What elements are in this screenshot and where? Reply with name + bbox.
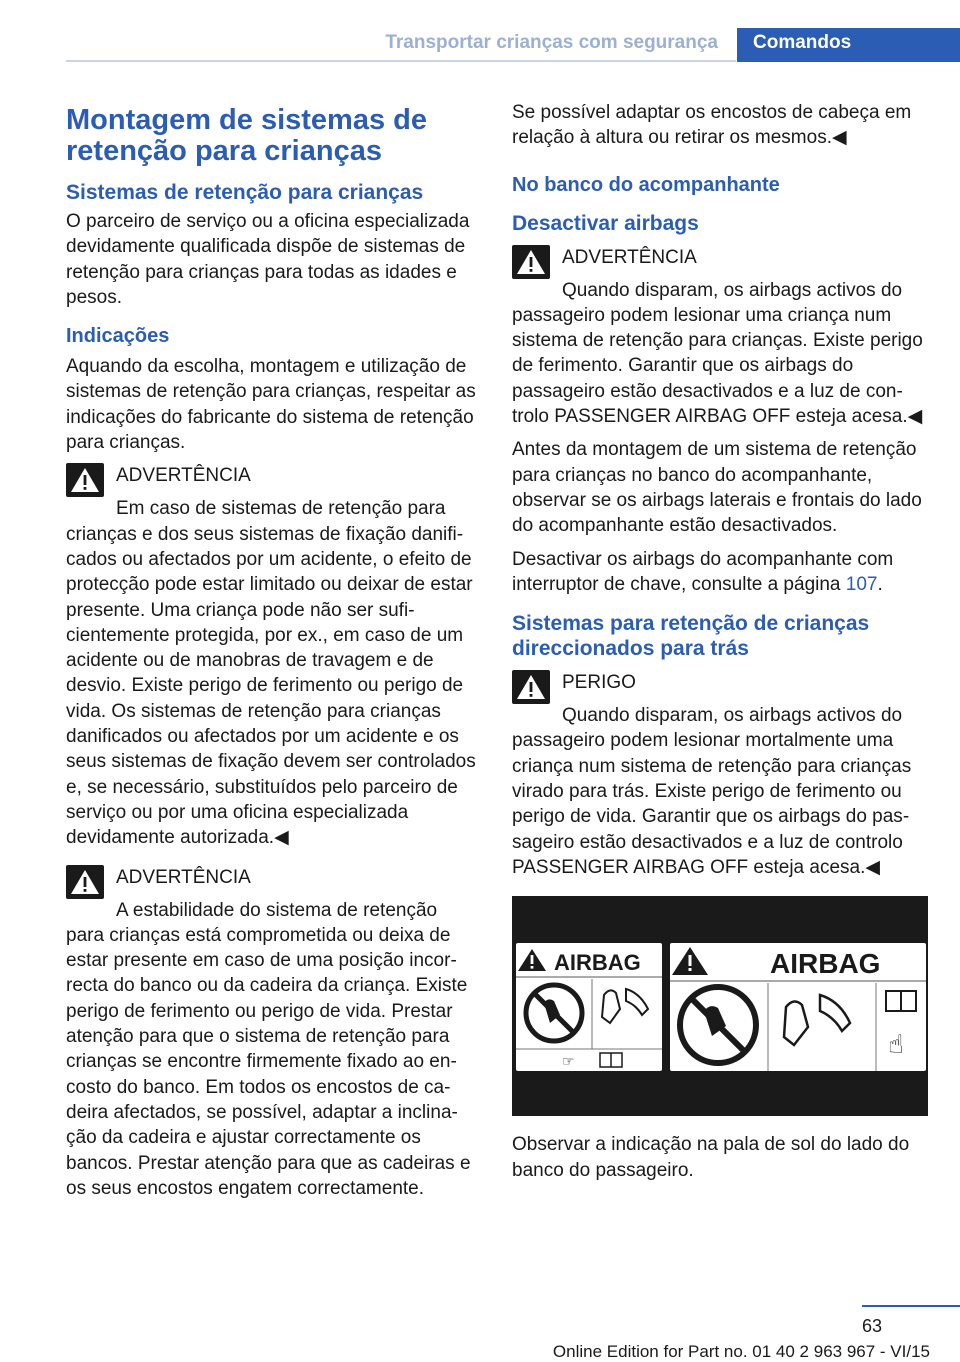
running-header [66,28,736,58]
paragraph-before-mounting: Antes da montagem de um sistema de retenção para crianças no banco do acompanhante, observar se os airbags laterais e frontais do lado do acompanhante estão desactivados. [512,439,922,537]
intro-paragraph: O parceiro de serviço ou a oficina especializada devidamente qualificada dispõe de sistemas de retenção para crianças para todas as idades e pesos. [66,211,470,308]
airbag-label-large-graphic [670,943,926,1071]
warning-block-2 [66,865,480,1202]
warning-triangle-icon [512,670,550,704]
warning-text-1: Em caso de sistemas de retenção para crianças e dos seus sistemas de fixação danificados ou afectados por um acidente, o efeito de protecção pode estar limitado ou deixar de estar presente. Uma criança pode não ser suficientemente protegida, por ex., em caso de um acidente ou de manobras de travagem e de desvio. Existe perigo de ferimento ou perigo de vida. Os sistemas de retenção para crianças danificados ou afectados por um acidente e os seus sistemas de fixação devem ser controlados e, se necessário, substituídos pelo parceiro de serviço ou por uma oficina especializada devidamente autorizada.◀ [66,498,476,849]
danger-text: Quando disparam, os airbags activos do passageiro podem lesionar mortalmente uma criança num sistema de retenção para crianças virado para trás. Existe perigo de ferimento ou perigo de vida. Garantir que os airbags do passageiro estão desactivados e a luz de controlo PASSENGER AIRBAG OFF esteja acesa.◀ [512,705,912,878]
airbag-label-small-graphic [516,943,662,1071]
warning-triangle-icon [512,245,550,279]
footer-edition: Online Edition for Part no. 01 40 2 963 967 - VI/15 [552,1342,930,1361]
airbag-label-large [670,943,926,1071]
figure-caption: Observar a indicação na pala de sol do lado do banco do passageiro. [512,1134,910,1181]
warning-triangle-icon [66,463,104,497]
heading-rearward-facing: Sistemas para retenção de crianças direccionados para trás [512,612,870,661]
heading-passenger-seat: No banco do acompanhante [512,173,780,196]
heading-notes: Indicações [66,325,170,348]
warning-text-3: Quando disparam, os airbags activos do passageiro podem lesionar uma criança num sistema de retenção para crianças. Existe perigo de ferimento. Garantir que os airbags do passageiro estão desactivados e a luz de controlo PASSENGER AIRBAG OFF esteja acesa.◀ [512,279,923,428]
warning-label-1: ADVERTÊNCIA [116,465,251,487]
header-section-title: Transportar crianças com segurança [385,32,718,53]
airbag-label-small [516,943,662,1071]
page-reference-link[interactable]: 107 [845,573,878,595]
header-chapter-tab[interactable]: Comandos [737,28,960,62]
warning-text-2: A estabilidade do sistema de retenção para crianças está comprometida ou deixa de estar presente em caso de uma posição incorrecta do banco ou da cadeira da criança. Existe perigo de ferimento ou perigo de vida. Prestar atenção para que o sistema de retenção para crianças se encontre firmemente fixado ao encosto do banco. Em todos os encostos de cadeira afectados, se possível, adaptar a inclinação da cadeira e ajustar correctamente os bancos. Prestar atenção para que as cadeiras e os seus encostos engatem correctamente. [66,899,471,1199]
warning-triangle-icon [66,865,104,899]
warning-label-2: ADVERTÊNCIA [116,866,251,888]
airbag-label-figure [512,896,928,1116]
danger-block [512,670,930,880]
continued-paragraph: Se possível adaptar os encostos de cabeça em relação à altura ou retirar os mesmos.◀ [512,102,912,149]
airbag-text-large: AIRBAG [770,948,881,980]
danger-label: PERIGO [562,672,636,694]
subtitle-restraint-systems: Sistemas de retenção para crianças [66,181,424,204]
right-column [512,100,930,1183]
notes-paragraph: Aquando da escolha, montagem e utilização de sistemas de retenção para crianças, respeitar as indicações do fabricante do sistema de retenção para crianças. [66,356,476,454]
warning-block-1 [66,463,480,850]
warning-block-3 [512,245,930,430]
left-column [66,100,480,1201]
footer-rule [862,1305,960,1307]
svg-text:☞: ☞ [562,1054,575,1071]
warning-label-3: ADVERTÊNCIA [562,246,697,268]
airbag-text-small: AIRBAG [554,950,641,976]
page-title: Montagem de sistemas de retenção para crianças [66,104,427,167]
page-number: 63 [862,1316,883,1336]
header-rule [66,60,736,62]
svg-text:☝: ☝ [888,1030,904,1061]
paragraph-key-switch: Desactivar os airbags do acompanhante com interruptor de chave, consulte a página 107. [512,548,894,595]
heading-deactivate-airbags: Desactivar airbags [512,211,699,235]
